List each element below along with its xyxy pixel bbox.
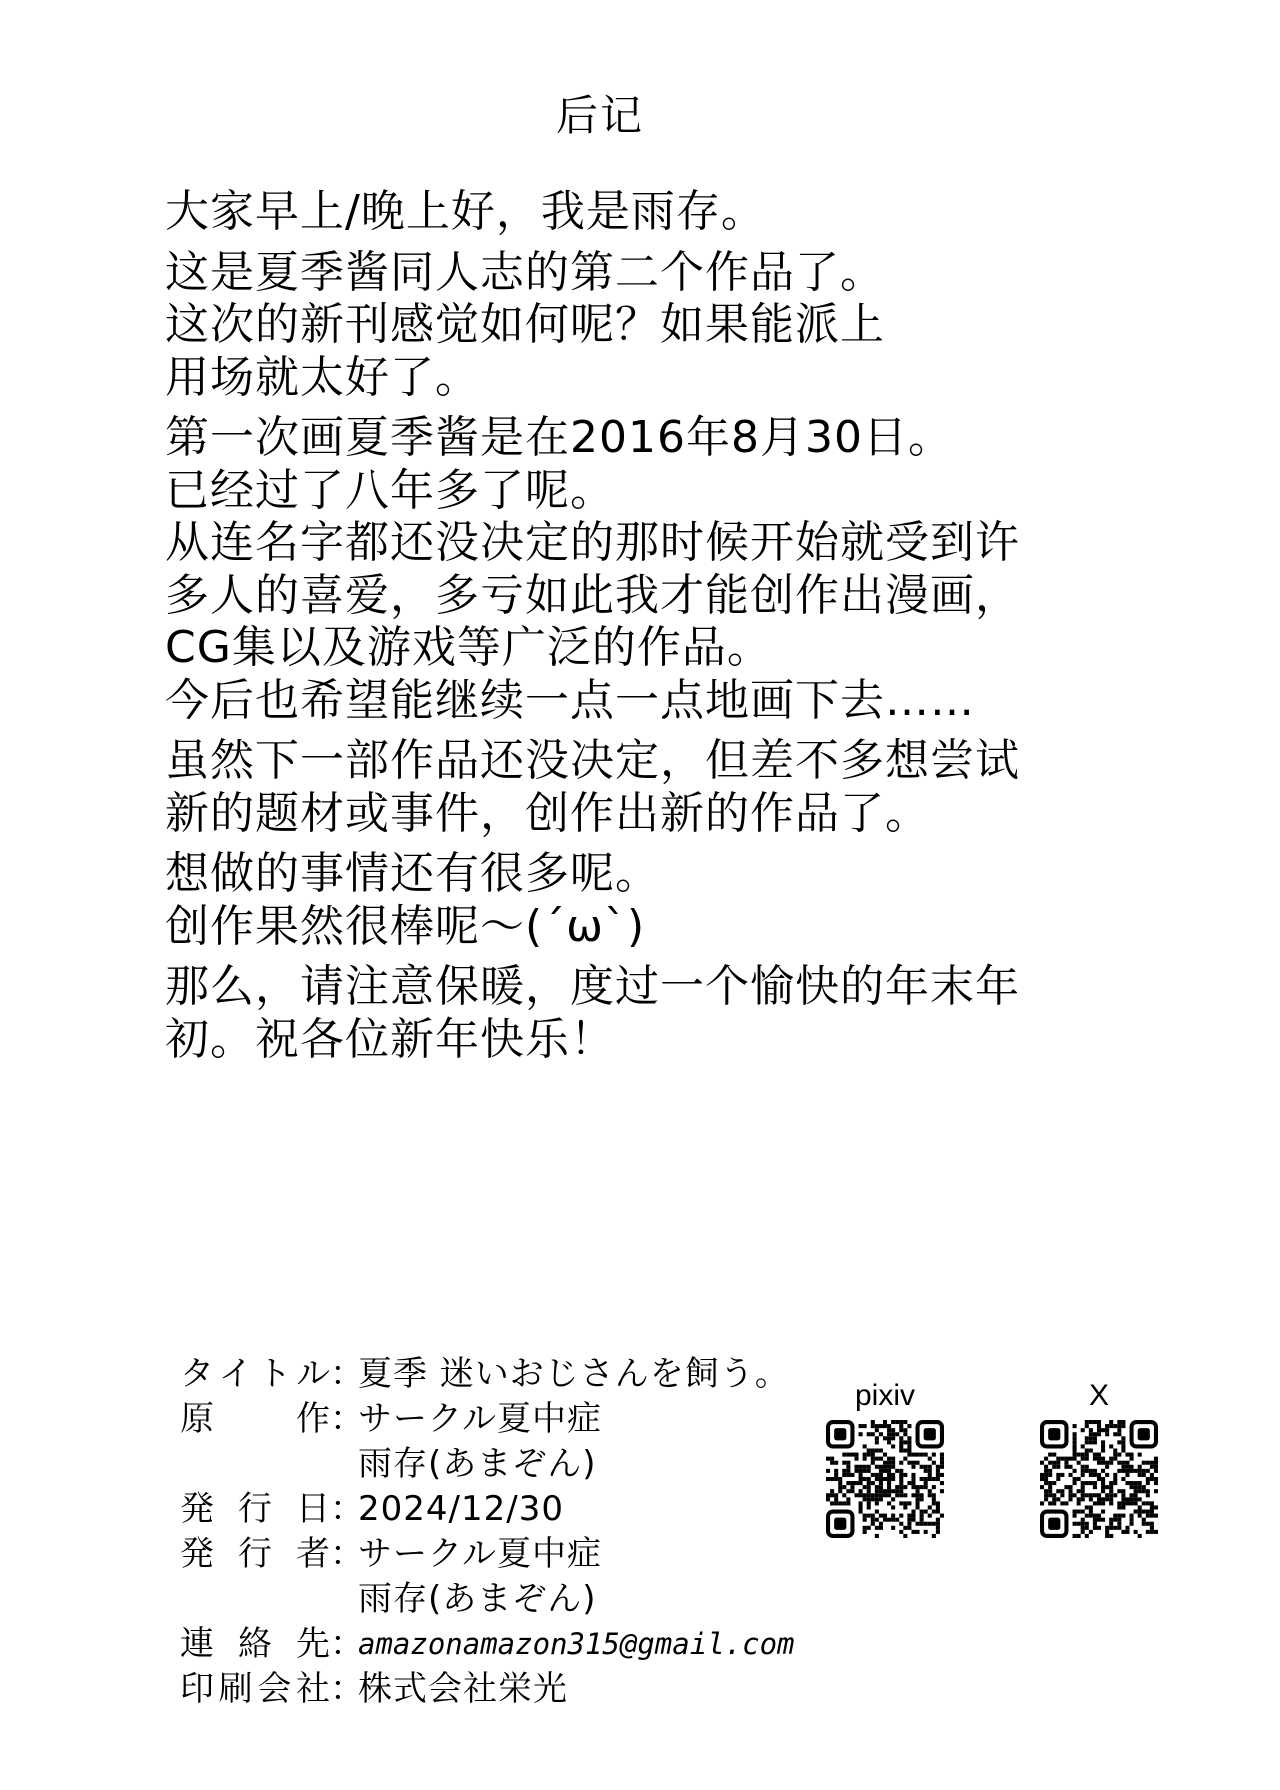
paragraph-line: 从连名字都还没决定的那时候开始就受到许 — [165, 517, 1020, 568]
colophon-author-row — [180, 1397, 795, 1442]
paragraph-line: 这是夏季酱同人志的第二个作品了。 — [165, 246, 885, 298]
paragraph-line: 大家早上/晚上好，我是雨存。 — [165, 186, 766, 237]
paragraph-line: 那么，请注意保暖，度过一个愉快的年末年 — [165, 961, 1020, 1012]
colophon-separator: ： — [330, 1534, 364, 1574]
paragraph — [165, 961, 1125, 1066]
colophon-printer-label: 印 刷 会 社 — [180, 1669, 330, 1709]
colophon-publisher-row — [180, 1532, 795, 1577]
colophon-contact-label: 連 絡 先 — [180, 1624, 330, 1664]
colophon-title-row — [180, 1352, 795, 1397]
pixiv-qr-code-icon[interactable] — [826, 1420, 944, 1538]
paragraph — [165, 412, 1125, 727]
colophon-date-value: 2024/12/30 — [358, 1489, 564, 1529]
colophon-title-value: 夏季 迷いおじさんを飼う。 — [358, 1354, 790, 1394]
colophon-author-row-2 — [180, 1442, 795, 1487]
colophon-separator: ： — [330, 1354, 364, 1394]
page-title: 后记 — [555, 91, 644, 140]
colophon-printer-row — [180, 1667, 795, 1712]
x-qr-code-icon[interactable] — [1040, 1420, 1158, 1538]
paragraph-line: CG集以及游戏等广泛的作品。 — [165, 622, 772, 673]
pixiv-qr-block[interactable] — [826, 1378, 944, 1538]
paragraph — [165, 186, 1125, 239]
paragraph — [165, 735, 1125, 840]
colophon-contact-row — [180, 1622, 795, 1667]
colophon-separator: ： — [330, 1624, 364, 1664]
paragraph-line: 创作果然很棒呢～(´ω`) — [165, 900, 646, 952]
colophon-separator: ： — [330, 1489, 364, 1529]
colophon-date-label: 発 行 日 — [180, 1489, 330, 1529]
afterword-body — [165, 186, 1125, 1074]
paragraph-line: 第一次画夏季酱是在2016年8月30日。 — [165, 412, 953, 463]
paragraph-line: 想做的事情还有很多呢。 — [165, 848, 660, 899]
x-label: X — [1088, 1379, 1109, 1412]
paragraph-line: 已经过了八年多了呢。 — [165, 464, 615, 516]
x-qr-block[interactable] — [1040, 1378, 1158, 1538]
colophon-title-label: タ イ ト ル — [180, 1354, 330, 1394]
colophon-contact-email[interactable]: amazonamazon315@gmail.com — [358, 1627, 795, 1661]
colophon-publisher-row-2 — [180, 1577, 795, 1622]
paragraph-line: 多人的喜爱，多亏如此我才能创作出漫画， — [165, 569, 1020, 621]
pixiv-label: pixiv — [854, 1379, 915, 1412]
colophon-date-row — [180, 1487, 795, 1532]
paragraph-line: 今后也希望能继续一点一点地画下去…… — [165, 674, 975, 726]
colophon-publisher-value-2: 雨存(あまぞん) — [358, 1579, 597, 1619]
colophon-separator: ： — [330, 1669, 364, 1709]
colophon-author-label: 原 作 — [180, 1399, 330, 1439]
paragraph-line: 新的题材或事件，创作出新的作品了。 — [165, 787, 930, 839]
paragraph-line: 初。祝各位新年快乐！ — [165, 1013, 615, 1065]
colophon-author-value: サークル夏中症 — [358, 1399, 602, 1439]
colophon-separator: ： — [330, 1399, 364, 1439]
paragraph-line: 这次的新刊感觉如何呢？如果能派上 — [165, 299, 885, 350]
colophon — [180, 1352, 795, 1712]
colophon-author-value-2: 雨存(あまぞん) — [358, 1444, 597, 1484]
colophon-printer-value: 株式会社栄光 — [358, 1669, 568, 1709]
paragraph — [165, 247, 1125, 405]
paragraph-line: 虽然下一部作品还没决定，但差不多想尝试 — [165, 735, 1020, 786]
paragraph — [165, 848, 1125, 953]
colophon-publisher-value: サークル夏中症 — [358, 1534, 602, 1574]
paragraph-line: 用场就太好了。 — [165, 351, 480, 403]
colophon-publisher-label: 発 行 者 — [180, 1534, 330, 1574]
